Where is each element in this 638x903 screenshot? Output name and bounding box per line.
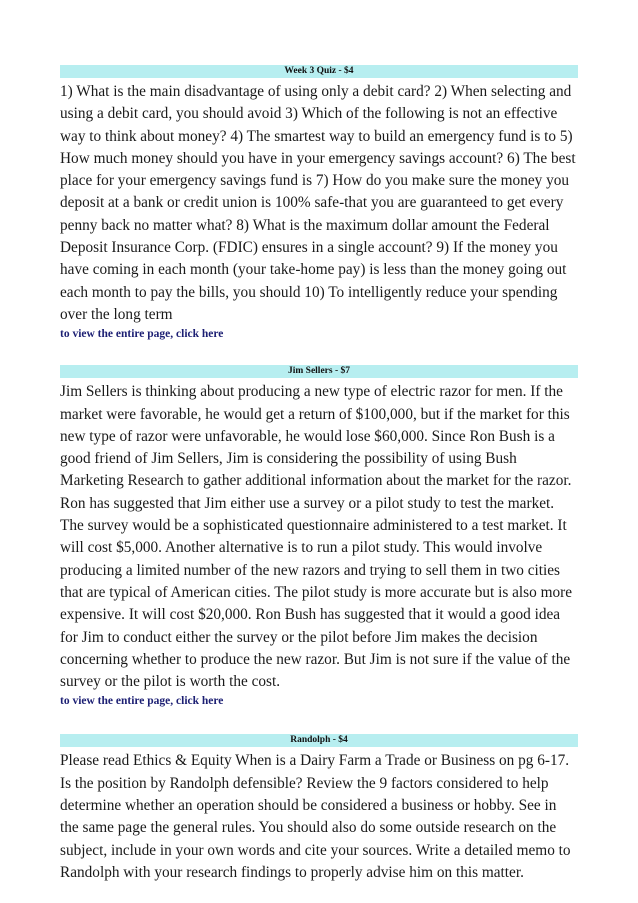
entry-randolph [60, 734, 578, 884]
entry-week-3-quiz [60, 65, 578, 342]
spacer [60, 709, 578, 734]
view-entire-page-link[interactable]: to view the entire page, click here [60, 695, 224, 708]
entry-description: Jim Sellers is thinking about producing a new type of electric razor for men. If the market were favorable, he would get a return of $100,000, but if the market for this new type of razor were unfavorable, he would lose $60,000. Since Ron Bush is a good friend of Jim Sellers, Jim is considering the possibility of using Bush Marketing Research to gather additional information about the market for the razor. Ron has suggested that Jim either use a survey or a pilot study to test the market. The survey would be a sophisticated questionnaire administered to a test market. It will cost $5,000. Another alternative is to run a pilot study. This would involve producing a limited number of the new razors and trying to sell them in two cities that are typical of American cities. The pilot study is more accurate but is also more expensive. It will cost $20,000. Ron Bush has suggested that it would a good idea for Jim to conduct either the survey or the pilot before Jim makes the decision concerning whether to produce the new razor. But Jim is not sure if the value of the survey or the pilot is worth the cost. [60, 383, 573, 691]
entry-jim-sellers [60, 365, 578, 709]
entry-description: Please read Ethics & Equity When is a Dairy Farm a Trade or Business on pg 6-17. Is the position by Randolph defensible? Review the 9 factors considered to help determine whether an operation should be considered a business or hobby. See in the same page the general rules. You should also do some outside research on the subject, include in your own words and cite your sources. Write a detailed memo to Randolph with your research findings to properly advise him on this matter. [60, 752, 571, 881]
entry-title: Randolph - $4 [60, 734, 578, 747]
view-entire-page-link[interactable]: to view the entire page, click here [60, 328, 224, 341]
entry-description: 1) What is the main disadvantage of using only a debit card? 2) When selecting and using a debit card, you should avoid 3) Which of the following is not an effective way to think about money? 4) The smartest way to build an emergency fund is to 5) How much money should you have in your emergency savings account? 6) The best place for your emergency savings fund is 7) How do you make sure the money you deposit at a bank or credit union is 100% safe-that you are guaranteed to get every penny back no matter what? 8) What is the maximum dollar amount the Federal Deposit Insurance Corp. (FDIC) ensures in a single account? 9) If the money you have coming in each month (your take-home pay) is less than the money going out each month to pay the bills, you should 10) To intelligently reduce your spending over the long term [60, 83, 576, 323]
document-page [60, 65, 578, 884]
entry-title: Jim Sellers - $7 [60, 365, 578, 378]
entry-title: Week 3 Quiz - $4 [60, 65, 578, 78]
spacer [60, 342, 578, 365]
